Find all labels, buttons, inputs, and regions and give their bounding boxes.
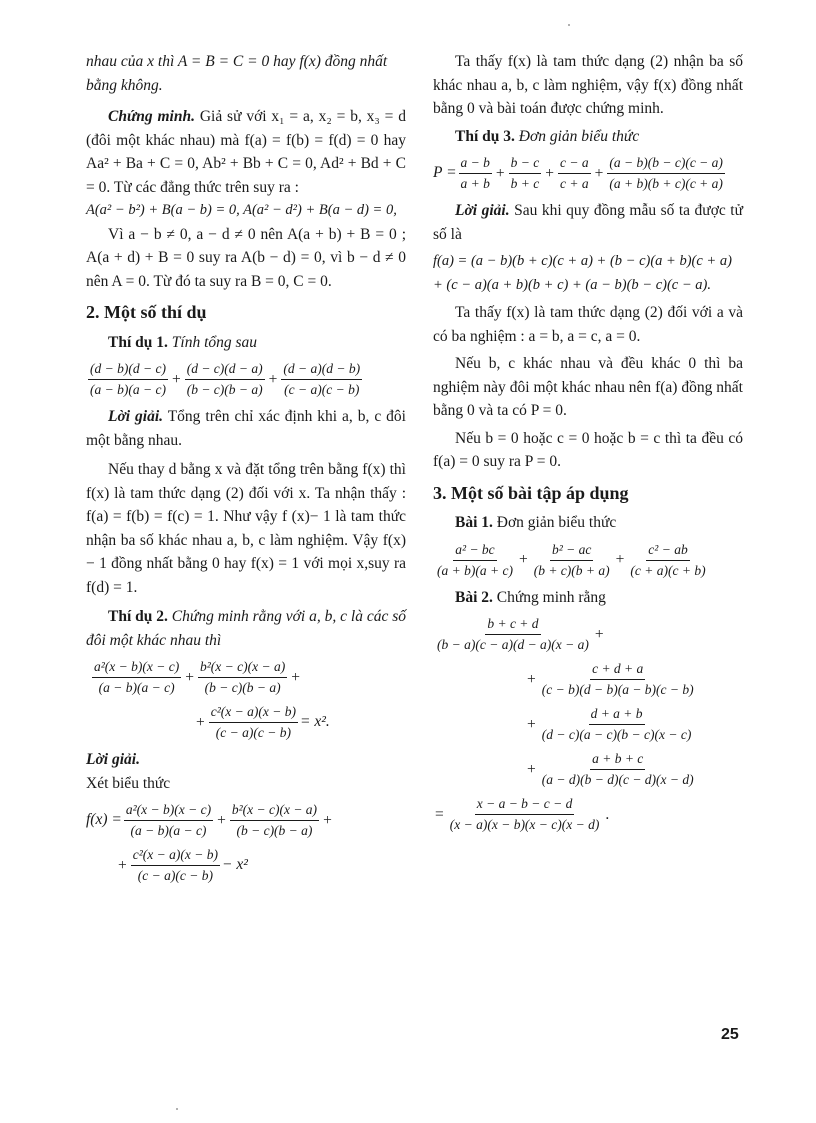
example-3-paragraph-3: Nếu b, c khác nhau và đều khác 0 thì ba nghiệm này đôi một khác nhau nên f(a) đồng nhất bằng 0 và ta có P = 0. <box>433 355 743 419</box>
ex3-fraction-3: $\frac{c - a}{c + a}$ <box>560 155 589 191</box>
right-paragraph-1: Ta thấy f(x) là tam thức dạng (2) nhận ba số khác nhau a, b, c làm nghiệm, vậy f(x) đồng nhất bằng 0 và bài toán được chứng minh. <box>433 53 743 117</box>
example-2-task: Chứng minh rằng với a, b, c là các số đôi một khác nhau thì <box>86 608 407 649</box>
solution-label: Lời giải. <box>108 408 164 425</box>
proof-text: Giả sử với x₁ = a, x₂ = b, x₃ = d (đôi một khác nhau) mà f(a) = f(b) = f(d) = 0 hay Aa² + Ba + C = 0, Ab² + Bb + C = 0, Ad² + Bd + C = 0. Từ các đẳng thức trên suy ra : <box>86 108 407 196</box>
ex2-fraction-1: $\frac{\text{a²(x − b)(x − c)}}{(a - b)(a - c)}$ <box>94 659 180 695</box>
exercise-1-task: Đơn giản biểu thức <box>496 514 617 531</box>
intro-line-1: nhau của x thì A = B = C = 0 hay f(x) đồng nhất <box>86 53 388 70</box>
intro-line-2: bằng không. <box>86 76 163 94</box>
ex3-lhs: P = <box>433 164 457 182</box>
section-2-title: 2. Một số thí dụ <box>86 302 207 322</box>
example-1-label: Thí dụ 1. <box>108 333 168 351</box>
example-1-task: Tính tổng sau <box>171 333 258 351</box>
example-3-equation-1: f(a) = (a − b)(b + c)(c + a) + (b − c)(a + b)(c + a) <box>433 253 732 269</box>
scan-speck <box>568 24 570 26</box>
proof-equation: A(a² − b²) + B(a − b) = 0, A(a² − d²) + B(a − d) = 0, <box>86 202 397 218</box>
fx-tail: − x² <box>221 856 248 874</box>
ex1-fraction-2: $\frac{(d - c)(d - a)}{(b - c)(b - a)}$ <box>186 361 263 397</box>
exercise-2-line-2: + $\frac{c + d + a}{(c - b)(d - b)(a - b)(c - b)}$ <box>527 661 694 697</box>
example-2-consider: Xét biểu thức <box>86 774 171 792</box>
exercise-2-label: Bài 2. <box>455 588 493 606</box>
page-number: 25 <box>721 1026 739 1043</box>
example-2-solution-label: Lời giải. <box>86 751 140 768</box>
proof-label: Chứng minh. <box>108 108 195 125</box>
exercise-2-line-4: + $\frac{a + b + c}{(a - d)(b - d)(c - d)(x - d)}$ <box>527 751 694 787</box>
fx-formula-line-2: + $\frac{\text{c²(x − a)(x − b)}}{(c - a)(c - b)}$ − x² <box>118 847 248 883</box>
proof-paragraph <box>86 105 406 199</box>
example-1-solution <box>86 405 406 452</box>
example-3-label: Thí dụ 3. <box>455 127 515 145</box>
bai1-fraction-2: $\frac{\text{b² − ac}}{(b + c)(b + a)}$ <box>533 541 610 578</box>
exercise-1-formula: $\frac{\text{a² − bc}}{(a + b)(a + c)}$ + $\frac{\text{b² − ac}}{(b + c)(b + a)}$ + $\frac{\text{c² − ab}}{(c + a)(c + b)}$ <box>437 541 706 578</box>
example-3-paragraph-2: Ta thấy f(x) là tam thức dạng (2) đối với a và có ba nghiệm : a = b, a = c, a = 0. <box>433 304 743 345</box>
ex3-fraction-4: $\frac{(a - b)(b - c)(c - a)}{(a + b)(b + c)(c + a)}$ <box>609 155 723 191</box>
example-2-heading <box>86 605 406 652</box>
exercise-2-heading <box>433 586 743 610</box>
example-3-task: Đơn giản biểu thức <box>518 127 640 145</box>
example-1-solution-text: Tổng trên chỉ xác định khi a, b, c đôi một bằng nhau. <box>86 408 406 449</box>
right-column <box>433 50 743 840</box>
bai2-fraction-2: $\frac{c + d + a}{(c - b)(d - b)(a - b)(c - b)}$ <box>541 661 694 697</box>
bai1-fraction-1: $\frac{\text{a² − bc}}{(a + b)(a + c)}$ <box>437 541 513 578</box>
exercise-1-heading <box>433 511 743 535</box>
exercise-2-line-1: $\frac{b + c + d}{(b - a)(c - a)(d - a)(x - a)}$ + <box>437 616 604 652</box>
example-2-formula-line-1: $\frac{\text{a²(x − b)(x − c)}}{(a - b)(a - c)}$ + $\frac{\text{b²(x − c)(x − a)}}{(b - c)(b - a)}$ + <box>94 659 300 695</box>
section-3-title: 3. Một số bài tập áp dụng <box>433 482 629 503</box>
example-3-solution <box>433 199 743 246</box>
proof-text-2: Vì a − b ≠ 0, a − d ≠ 0 nên A(a + b) + B = 0 ; A(a + d) + B = 0 suy ra A(b − d) = 0, vì b − d ≠ 0 nên A = 0. Từ đó ta suy ra B = 0, C = 0. <box>86 225 406 290</box>
left-column <box>86 50 406 891</box>
bai2-fraction-4: $\frac{a + b + c}{(a - d)(b - d)(c - d)(x - d)}$ <box>541 751 694 787</box>
example-1-heading <box>86 331 406 355</box>
example-3-solution-label: Lời giải. <box>455 202 510 219</box>
fx-fraction-3: $\frac{\text{c²(x − a)(x − b)}}{(c - a)(c - b)}$ <box>132 847 218 883</box>
bai2-fraction-3: $\frac{d + a + b}{(d - c)(a - c)(b - c)(x - c)}$ <box>541 706 692 742</box>
bai2-fraction-1: $\frac{b + c + d}{(b - a)(c - a)(d - a)(x - a)}$ <box>437 616 589 652</box>
example-3-formula: P = $\frac{a - b}{a + b}$ + $\frac{b - c}{b + c}$ + $\frac{c - a}{c + a}$ + $\frac{(a - b)(b - c)(c - a)}{(a + b)(b + c)(c + a)}$ <box>433 155 723 191</box>
fx-lhs: f(x) = <box>86 811 122 829</box>
ex2-rhs: = x². <box>299 713 330 731</box>
example-1-formula: $\frac{(d - b)(d - c)}{(a - b)(a - c)}$ + $\frac{(d - c)(d - a)}{(b - c)(b - a)}$ + $\frac{(d - a)(d - b)}{(c - a)(c - b)}$ <box>90 361 361 397</box>
ex3-fraction-1: $\frac{a - b}{a + b}$ <box>460 155 490 191</box>
example-3-paragraph-4: Nếu b = 0 hoặc c = 0 hoặc b = c thì ta đều có f(a) = 0 suy ra P = 0. <box>433 429 743 470</box>
ex1-fraction-3: $\frac{(d - a)(d - b)}{(c - a)(c - b)}$ <box>283 361 361 397</box>
fx-fraction-1: $\frac{\text{a²(x − b)(x − c)}}{(a - b)(a - c)}$ <box>125 802 212 838</box>
exercise-2-task: Chứng minh rằng <box>496 588 606 606</box>
exercise-2-result: = $\frac{x - a - b - c - d}{(x - a)(x - b)(x - c)(x - d)}$ . <box>435 796 610 832</box>
bai2-result-fraction: $\frac{x - a - b - c - d}{(x - a)(x - b)(x - c)(x - d)}$ <box>449 796 600 832</box>
ex2-fraction-2: $\frac{\text{b²(x − c)(x − a)}}{(b - c)(b - a)}$ <box>199 659 286 695</box>
ex3-fraction-2: $\frac{b - c}{b + c}$ <box>510 155 540 191</box>
example-2-label: Thí dụ 2. <box>108 608 168 625</box>
fx-fraction-2: $\frac{\text{b²(x − c)(x − a)}}{(b - c)(b - a)}$ <box>231 802 318 838</box>
bai1-fraction-3: $\frac{\text{c² − ab}}{(c + a)(c + b)}$ <box>630 541 706 578</box>
example-3-solution-text: Sau khi quy đồng mẫu số ta được tử số là <box>433 202 743 243</box>
fx-formula-line-1: f(x) = $\frac{\text{a²(x − b)(x − c)}}{(a - b)(a - c)}$ + $\frac{\text{b²(x − c)(x − a)}}{(b - c)(b - a)}$ + <box>86 802 332 838</box>
example-1-solution-text-2: Nếu thay d bằng x và đặt tổng trên bằng f(x) thì f(x) là tam thức dạng (2) đối với x. Ta nhận thấy : f(a) = f(b) = f(c) = 1. Như vậy f (x)− 1 là tam thức nhận ba số khác nhau a, b, c làm nghiệm. Vậy f(x) − 1 đồng nhất bằng 0 hay f(x) = 1 với mọi x,suy ra f(d) = 1. <box>86 461 406 596</box>
scan-speck <box>176 1108 178 1110</box>
exercise-1-label: Bài 1. <box>455 514 493 531</box>
ex2-fraction-3: $\frac{\text{c²(x − a)(x − b)}}{(c - a)(c - b)}$ <box>210 704 296 740</box>
exercise-2-line-3: + $\frac{d + a + b}{(d - c)(a - c)(b - c)(x - c)}$ <box>527 706 692 742</box>
example-3-heading <box>433 125 743 149</box>
ex1-fraction-1: $\frac{(d - b)(d - c)}{(a - b)(a - c)}$ <box>90 361 166 397</box>
example-3-equation-2: + (c − a)(a + b)(b + c) + (a − b)(b − c)(c − a). <box>433 276 711 293</box>
example-2-formula-line-2: + $\frac{\text{c²(x − a)(x − b)}}{(c - a)(c - b)}$ = x². <box>196 704 330 740</box>
